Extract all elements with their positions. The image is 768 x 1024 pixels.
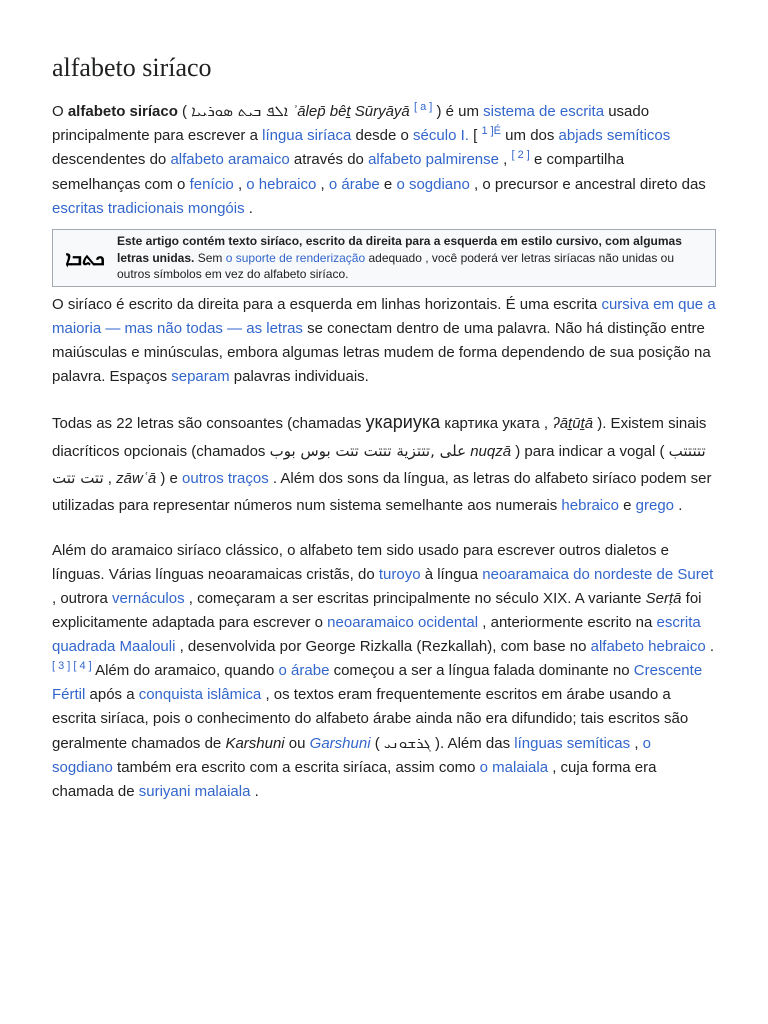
- paragraph-direction: [52, 293, 716, 390]
- link-suporte-renderizacao[interactable]: o suporte de renderização: [225, 250, 366, 265]
- arabic-term: على ,تتتزية تتتت تتت بوس بوب: [269, 441, 467, 460]
- term-nuqza: nuqzā: [470, 442, 512, 460]
- link-fenicio[interactable]: fenício: [189, 175, 234, 193]
- text: começou a ser a língua falada dominante no: [329, 662, 634, 680]
- text: , cuja forma era chamada de: [52, 759, 657, 801]
- cyrillic-term: укариука: [365, 412, 441, 433]
- text: adequado , você poderá ver letras siríacas não unidas ou outros símbolos em vez do alfabeto siríaco.: [117, 250, 675, 282]
- text: usado principalmente para escrever a: [52, 103, 650, 145]
- term-karshuni: Karshuni: [225, 735, 285, 753]
- link-alfabeto-aramaico[interactable]: alfabeto aramaico: [170, 151, 290, 169]
- text: .: [705, 638, 715, 656]
- text: também era escrito com a escrita siríaca, assim como: [112, 759, 480, 777]
- link-conquista-islamica[interactable]: conquista islâmica: [138, 686, 262, 704]
- text: , começaram a ser escritas principalmente no século XIX. A variante: [184, 590, 646, 608]
- link-arabe[interactable]: o árabe: [328, 175, 380, 193]
- text: ). Existem sinais diacríticos opcionais (chamados: [52, 415, 707, 460]
- link-vernaculos[interactable]: vernáculos: [112, 590, 185, 608]
- link-malaiala[interactable]: o malaiala: [479, 759, 549, 777]
- link-abjads-semiticos[interactable]: abjads semíticos: [558, 127, 671, 145]
- text: e: [379, 175, 397, 193]
- text: Além do aramaico siríaco clássico, o alfabeto tem sido usado para escrever outros dialetos e línguas. Várias línguas neoaramaicas cristãs, do: [52, 542, 669, 584]
- term-atuta: ʔāṯūṯā: [552, 415, 594, 433]
- link-sistema-de-escrita[interactable]: sistema de escrita: [483, 103, 605, 120]
- text: desde o: [351, 127, 414, 145]
- text: . Além dos sons da língua, as letras do alfabeto siríaco podem ser utilizadas para representar números num sistema semelhante aos numerais: [52, 470, 712, 514]
- notice-bold: Este artigo contém texto siríaco, escrito da direita para a esquerda em estilo cursivo, com algumas letras unidas.: [117, 234, 682, 265]
- text: , os textos eram frequentemente escritos em árabe usando a escrita siríaca, pois o conhecimento do alfabeto árabe ainda não era difundido; tais escritos são geralmente chamados de: [52, 686, 689, 753]
- text: Além do aramaico, quando: [91, 662, 279, 680]
- paragraph-letters: [52, 409, 716, 519]
- text: .: [250, 783, 259, 801]
- link-sogdiano[interactable]: o sogdiano: [396, 175, 470, 193]
- link-o-sogdiano[interactable]: o sogdiano: [52, 735, 652, 777]
- text: (: [177, 103, 192, 120]
- syriac-name: ܐܠܦ ܒܝܬ ܣܘܪܝܝܐ: [191, 102, 289, 120]
- text: um dos: [501, 127, 559, 145]
- text: ,: [499, 151, 512, 169]
- term-serta: Serṭā: [645, 590, 682, 608]
- text: ou: [284, 735, 310, 753]
- ref-2[interactable]: [ 2 ]: [511, 149, 530, 162]
- intro-paragraph: [52, 99, 716, 221]
- text: , anteriormente escrito na: [478, 614, 657, 632]
- text: .: [674, 496, 683, 514]
- text: se conectam dentro de uma palavra. Não há distinção entre maiúsculas e minúsculas, embora algumas letras mudem de forma dependendo de sua posição na palavra. Espaços: [52, 319, 711, 386]
- text: e: [618, 496, 636, 514]
- transliteration: ʾālep̄ bêṯ Sūryāyā: [292, 103, 410, 120]
- text: ,: [233, 175, 247, 193]
- text: Todas as 22 letras são consoantes (chamadas: [52, 415, 366, 433]
- text: ) é um: [432, 103, 484, 120]
- link-o-arabe[interactable]: o árabe: [278, 662, 330, 680]
- text: foi explicitamente adaptada para escrever o: [52, 590, 702, 632]
- syriac-text-icon: ܟܬܒܐ: [65, 245, 105, 270]
- link-suriyani-malaiala[interactable]: suriyani malaiala: [138, 783, 251, 801]
- text: ,: [630, 735, 643, 753]
- ref-3-4[interactable]: [ 3 ] [ 4 ]: [52, 660, 92, 673]
- link-lingua-siriaca[interactable]: língua siríaca: [262, 127, 352, 145]
- text: palavras individuais.: [229, 368, 369, 386]
- ref-e[interactable]: É: [493, 125, 502, 138]
- rendering-notice: [52, 229, 716, 287]
- text: , o precursor e ancestral direto das: [469, 175, 706, 193]
- syriac-garshuni: ܓܪܫܘܢܝ: [383, 734, 431, 753]
- text: .: [244, 199, 253, 217]
- term-zawa: zāwʿā: [116, 470, 157, 488]
- ref-a[interactable]: [ a ]: [413, 101, 433, 113]
- link-seculo-i[interactable]: século I.: [413, 127, 469, 145]
- text: através do: [289, 151, 369, 169]
- link-separam[interactable]: separam: [171, 368, 230, 386]
- bold-term: alfabeto siríaco: [67, 103, 178, 120]
- notice-text: [117, 233, 707, 283]
- text: O siríaco é escrito da direita para a esquerda em linhas horizontais. É uma escrita: [52, 295, 602, 313]
- link-escritas-mongois[interactable]: escritas tradicionais mongóis: [52, 199, 245, 217]
- link-turoyo[interactable]: turoyo: [378, 566, 421, 584]
- link-alfabeto-palmirense[interactable]: alfabeto palmirense: [368, 151, 499, 169]
- text: ,: [103, 470, 117, 488]
- link-linguas-semiticas[interactable]: línguas semíticas: [514, 735, 631, 753]
- text: [: [468, 127, 482, 145]
- text: , desenvolvida por George Rizkalla (Rezkallah), com base no: [175, 638, 591, 656]
- link-grego[interactable]: grego: [635, 496, 675, 514]
- link-numerais-hebraico[interactable]: hebraico: [561, 496, 619, 514]
- ref-1[interactable]: 1 ]: [481, 125, 494, 138]
- link-suret[interactable]: neoaramaica do nordeste de Suret: [482, 566, 714, 584]
- text: O: [52, 103, 64, 120]
- link-hebraico[interactable]: o hebraico: [246, 175, 317, 193]
- text: à língua: [420, 566, 483, 584]
- text: (: [370, 735, 384, 753]
- text: ) para indicar a vogal (: [511, 442, 669, 460]
- link-escrita-maalouli[interactable]: escrita quadrada Maalouli: [52, 614, 701, 656]
- page-title: alfabeto siríaco: [52, 53, 212, 82]
- arabic-term-2: تتتتتب تتت تتت: [52, 441, 706, 488]
- link-neoaramaico-ocidental[interactable]: neoaramaico ocidental: [327, 614, 479, 632]
- text: descendentes do: [52, 151, 171, 169]
- text: após a: [85, 686, 139, 704]
- link-alfabeto-hebraico[interactable]: alfabeto hebraico: [590, 638, 706, 656]
- link-garshuni[interactable]: Garshuni: [309, 735, 371, 753]
- text: e compartilha semelhanças com o: [52, 151, 625, 193]
- paragraph-other-languages: [52, 539, 716, 804]
- text: ,: [316, 175, 329, 193]
- link-cursiva[interactable]: cursiva em que a maioria — mas não todas — as letras: [52, 295, 716, 337]
- text: ) e: [156, 470, 183, 488]
- text: ). Além das: [430, 735, 515, 753]
- text: Sem: [194, 250, 226, 265]
- link-outros-tracos[interactable]: outros traços: [182, 470, 269, 488]
- text: картика уката ,: [440, 415, 553, 433]
- link-crescente-fertil[interactable]: Crescente Fértil: [52, 662, 703, 704]
- text: , outrora: [52, 590, 113, 608]
